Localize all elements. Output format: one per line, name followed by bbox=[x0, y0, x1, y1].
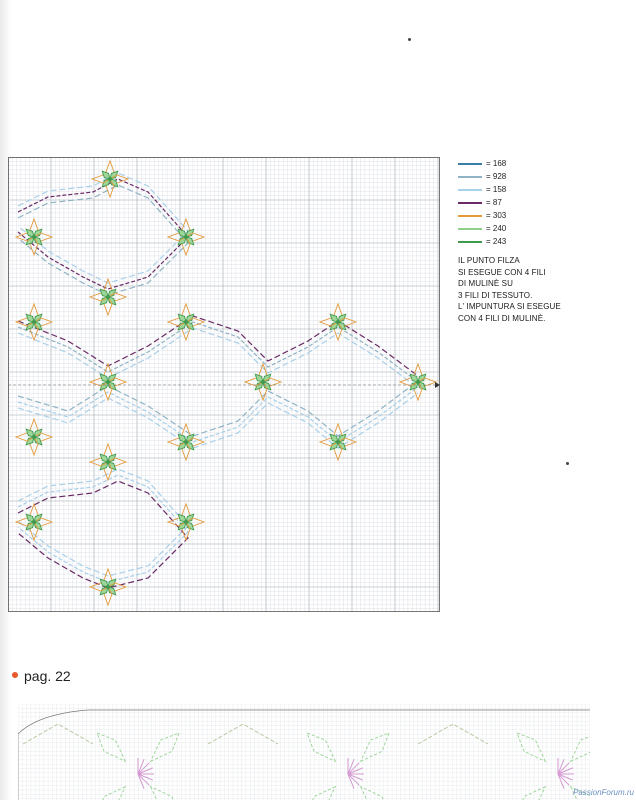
legend-code: = 243 bbox=[486, 237, 507, 246]
stitch-band bbox=[18, 393, 418, 448]
stitch-band bbox=[18, 173, 188, 283]
star-motif bbox=[90, 279, 126, 315]
star-motif bbox=[92, 161, 128, 197]
note-line: CON 4 FILI DI MULINÈ. bbox=[458, 313, 546, 323]
crop-mark bbox=[566, 462, 569, 465]
legend-row bbox=[458, 183, 618, 196]
legend-row bbox=[458, 209, 618, 222]
note-line: L' IMPUNTURA SI ESEGUE bbox=[458, 302, 561, 311]
legend-row bbox=[458, 196, 618, 209]
note-line: DI MULINÈ SU bbox=[458, 279, 513, 288]
border-flower-motif bbox=[91, 727, 184, 800]
border-flower-motif bbox=[301, 727, 394, 800]
legend-row bbox=[458, 222, 618, 235]
legend-swatch bbox=[458, 228, 482, 230]
star-motif bbox=[320, 424, 356, 460]
stitch-band bbox=[18, 481, 188, 588]
bullet-dot-icon bbox=[12, 672, 18, 678]
stitch-band bbox=[18, 322, 418, 382]
page-reference-label: pag. 22 bbox=[24, 668, 71, 684]
note-line: SI ESEGUE CON 4 FILI bbox=[458, 267, 546, 277]
legend-swatch bbox=[458, 202, 482, 204]
legend-code: = 168 bbox=[486, 159, 507, 168]
stitch-band bbox=[18, 316, 418, 376]
legend-swatch bbox=[458, 241, 482, 243]
legend-code: = 240 bbox=[486, 224, 507, 233]
page-reference bbox=[12, 668, 71, 684]
note-line: 3 FILI DI TESSUTO. bbox=[458, 290, 533, 300]
legend-swatch bbox=[458, 189, 482, 191]
legend-code: = 303 bbox=[486, 211, 507, 220]
legend-code: = 928 bbox=[486, 172, 507, 181]
crop-mark bbox=[408, 38, 411, 41]
star-motif bbox=[90, 364, 126, 400]
watermark-label: PassionForum.ru bbox=[573, 788, 634, 797]
stitch-band bbox=[18, 475, 188, 582]
thread-legend bbox=[458, 157, 618, 248]
legend-code: = 87 bbox=[486, 198, 502, 207]
stitch-instructions bbox=[458, 255, 628, 324]
legend-row bbox=[458, 170, 618, 183]
star-motif bbox=[400, 364, 436, 400]
stitch-band bbox=[18, 387, 418, 442]
note-line: IL PUNTO FILZA bbox=[458, 256, 520, 265]
legend-code: = 158 bbox=[486, 185, 507, 194]
star-motif bbox=[168, 219, 204, 255]
border-pattern-preview bbox=[18, 704, 590, 800]
legend-swatch bbox=[458, 163, 482, 165]
legend-swatch bbox=[458, 215, 482, 217]
legend-swatch bbox=[458, 176, 482, 178]
embroidery-pattern-chart bbox=[8, 157, 440, 612]
legend-row bbox=[458, 157, 618, 170]
stitch-band bbox=[18, 328, 418, 388]
legend-row bbox=[458, 235, 618, 248]
